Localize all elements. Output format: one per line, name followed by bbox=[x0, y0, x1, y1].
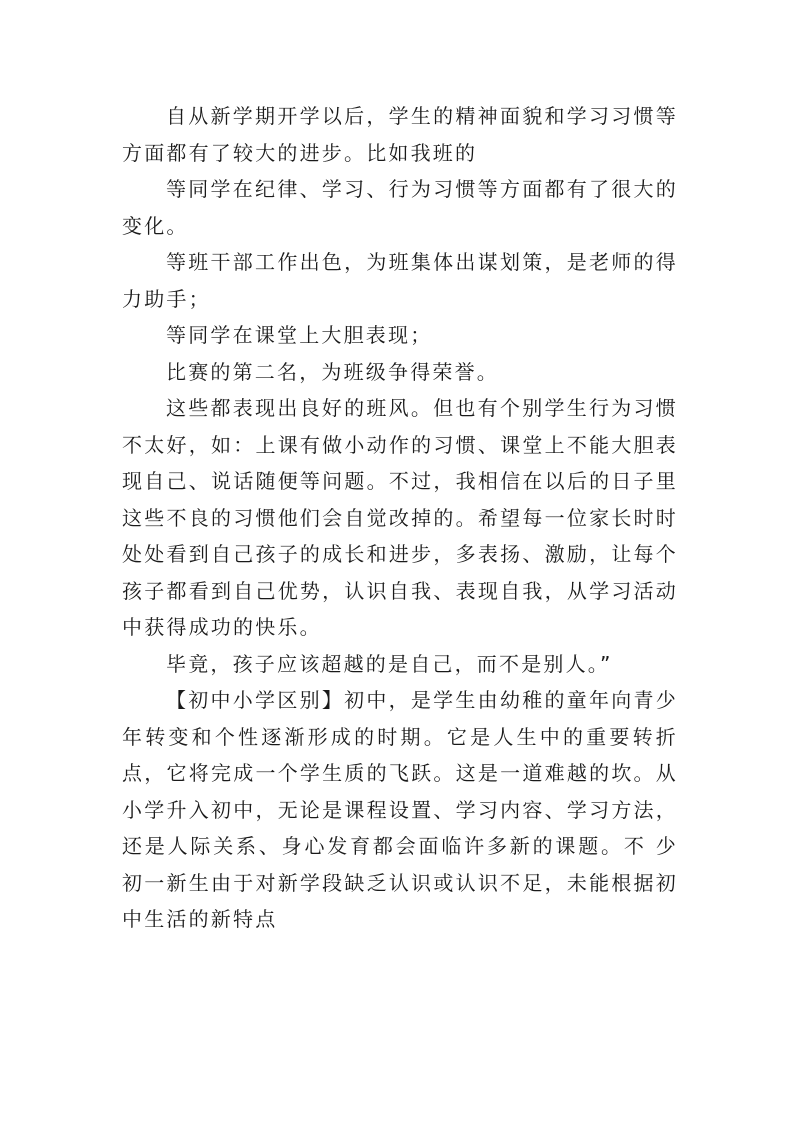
paragraph-8: 【初中小学区别】初中，是学生由幼稚的童年向青少年转变和个性逐渐形成的时期。它是人生中的重要转折点，它将完成一个学生质的飞跃。这是一道难越的坎。从小学升入初中，无论是课程设置、学习内容、学习方法，还是人际关系、身心发育都会面临许多新的课题。不 少初一新生由于对新学段缺乏认识或认识不足，未能根据初中生活的新特点 bbox=[122, 688, 678, 931]
paragraph-7: 毕竟，孩子应该超越的是自己，而不是别人。” bbox=[166, 651, 613, 676]
paragraph-2: 等同学在纪律、学习、行为习惯等方面都有了很大的变化。 bbox=[122, 177, 678, 238]
paragraph-1: 自从新学期开学以后，学生的精神面貌和学习习惯等方面都有了较大的进步。比如我班的 bbox=[122, 104, 678, 165]
document-body bbox=[122, 98, 678, 938]
paragraph-5: 比赛的第二名，为班级争得荣誉。 bbox=[166, 359, 499, 384]
paragraph-3: 等班干部工作出色，为班集体出谋划策，是老师的得力助手； bbox=[122, 250, 678, 311]
paragraph-6: 这些都表现出良好的班风。但也有个别学生行为习惯不太好，如：上课有做小动作的习惯、课堂上不能大胆表现自己、说话随便等问题。不过，我相信在以后的日子里这些不良的习惯他们会自觉改掉的。希望每一位家长时时处处看到自己孩子的成长和进步，多表扬、激励，让每个孩子都看到自己优势，认识自我、表现自我，从学习活动中获得成功的快乐。 bbox=[122, 396, 678, 639]
paragraph-4: 等同学在课堂上大胆表现； bbox=[166, 323, 433, 347]
